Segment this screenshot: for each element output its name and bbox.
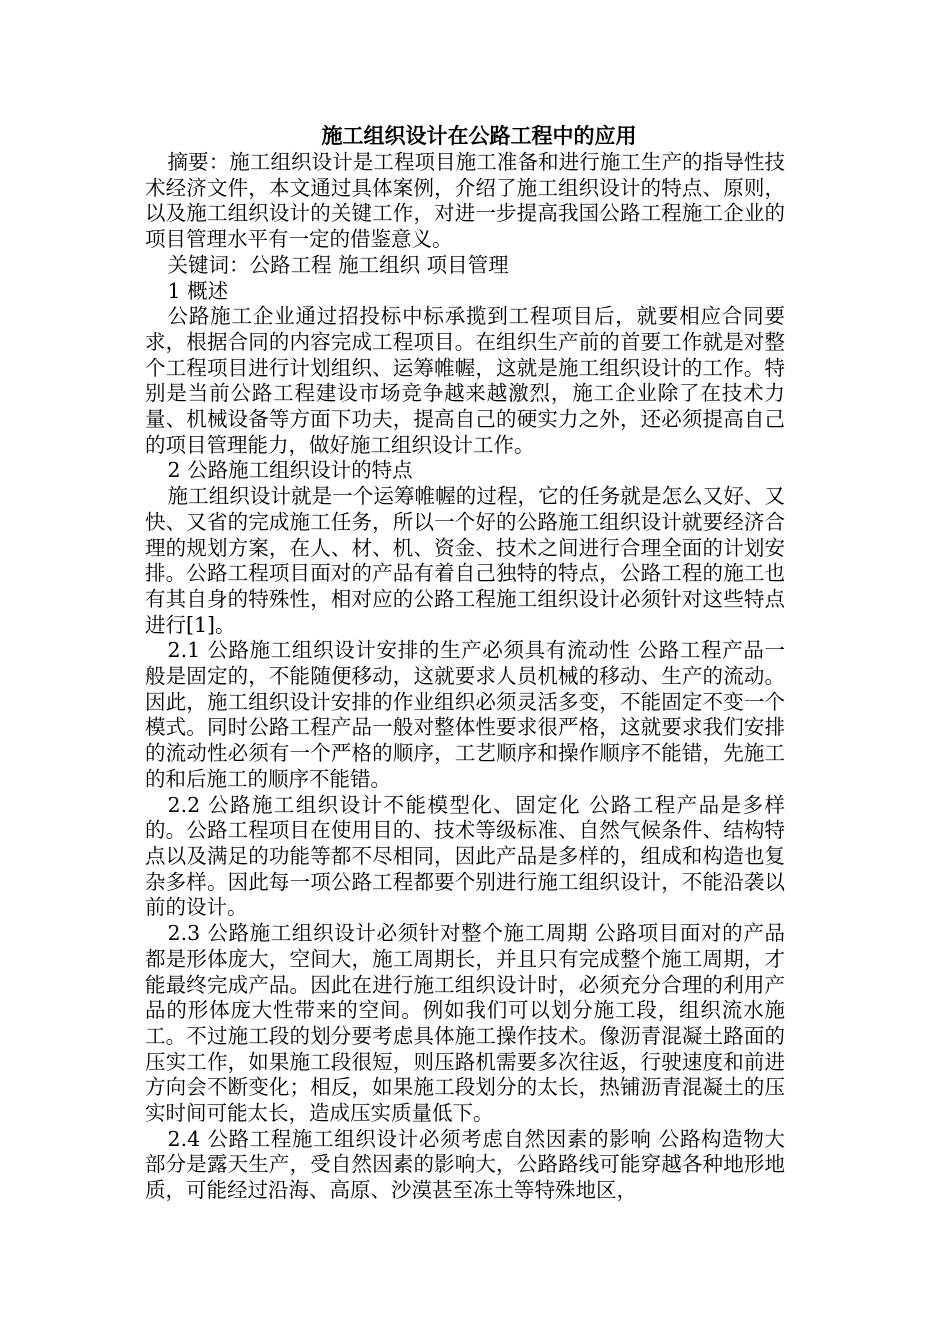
section-2-paragraph: 施工组织设计就是一个运筹帷幄的过程，它的任务就是怎么又好、又快、又省的完成施工任务，所以一个好的公路施工组织设计就要经济合理的规划方案，在人、材、机、资金、技术之间进行合理全面的计划安排。公路工程项目面对的产品有着自己独特的特点，公路工程的施工也有其自身的特殊性，相对应的公路工程施工组织设计必须针对这些特点进行[1]。 (145, 484, 785, 637)
section-2-2-paragraph: 2.2 公路施工组织设计不能模型化、固定化 公路工程产品是多样的。公路工程项目在使用目的、技术等级标准、自然气候条件、结构特点以及满足的功能等都不尽相同，因此产品是多样的，组成和构造也复杂多样。因此每一项公路工程都要个别进行施工组织设计，不能沿袭以前的设计。 (145, 792, 785, 920)
document-title: 施工组织设计在公路工程中的应用 (321, 124, 637, 148)
section-2-1-paragraph: 2.1 公路施工组织设计安排的生产必须具有流动性 公路工程产品一般是固定的，不能随便移动，这就要求人员机械的移动、生产的流动。因此，施工组织设计安排的作业组织必须灵活多变，不能固定不变一个模式。同时公路工程产品一般对整体性要求很严格，这就要求我们安排的流动性必须有一个严格的顺序，工艺顺序和操作顺序不能错，先施工的和后施工的顺序不能错。 (145, 638, 785, 791)
section-1-paragraph: 公路施工企业通过招投标中标承揽到工程项目后，就要相应合同要求，根据合同的内容完成工程项目。在组织生产前的首要工作就是对整个工程项目进行计划组织、运筹帷幄，这就是施工组织设计的工作。特别是当前公路工程建设市场竞争越来越激烈，施工企业除了在技术力量、机械设备等方面下功夫，提高自己的硬实力之外，还必须提高自己的项目管理能力，做好施工组织设计工作。 (145, 304, 785, 457)
section-2-3-paragraph: 2.3 公路施工组织设计必须针对整个施工周期 公路项目面对的产品都是形体庞大，空间大，施工周期长，并且只有完成整个施工周期，才能最终完成产品。因此在进行施工组织设计时，必须充分合理的利用产品的形体庞大性带来的空间。例如我们可以划分施工段，组织流水施工。不过施工段的划分要考虑具体施工操作技术。像沥青混凝土路面的压实工作，如果施工段很短，则压路机需要多次往返，行驶速度和前进方向会不断变化；相反，如果施工段划分的太长，热铺沥青混凝土的压实时间可能太长，造成压实质量低下。 (145, 921, 785, 1126)
abstract-paragraph: 摘要：施工组织设计是工程项目施工准备和进行施工生产的指导性技术经济文件，本文通过具体案例，介绍了施工组织设计的特点、原则，以及施工组织设计的关键工作，对进一步提高我国公路工程施工企业的项目管理水平有一定的借鉴意义。 (145, 150, 785, 252)
keywords-line: 关键词：公路工程 施工组织 项目管理 (167, 252, 509, 277)
section-2-4-paragraph: 2.4 公路工程施工组织设计必须考虑自然因素的影响 公路构造物大部分是露天生产，受自然因素的影响大，公路路线可能穿越各种地形地质，可能经过沿海、高原、沙漠甚至冻土等特殊地区， (145, 1126, 785, 1203)
section-1-heading: 1 概述 (167, 278, 229, 303)
document-page (145, 122, 785, 1204)
section-2-heading: 2 公路施工组织设计的特点 (167, 458, 413, 483)
